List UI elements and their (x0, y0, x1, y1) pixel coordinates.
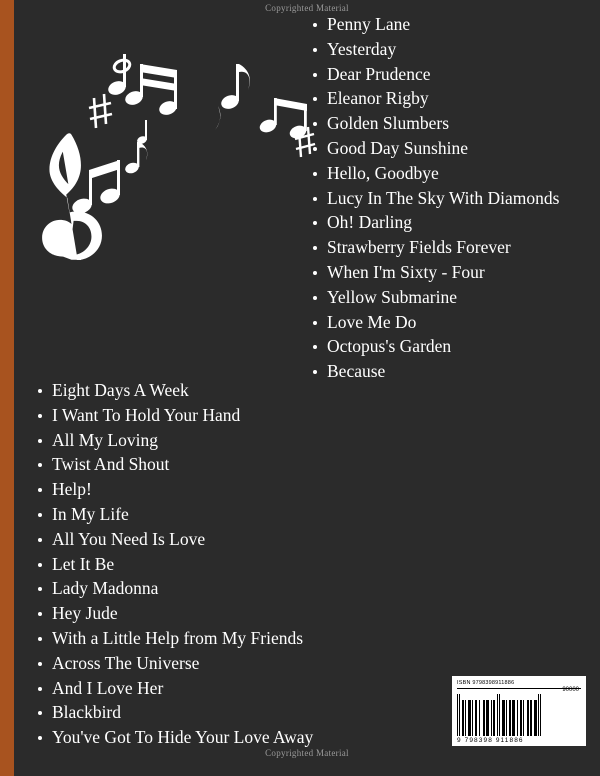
list-item: Let It Be (36, 552, 313, 577)
list-item: Yellow Submarine (311, 285, 559, 310)
list-item: Strawberry Fields Forever (311, 235, 559, 260)
list-item: Because (311, 359, 559, 384)
list-item: Across The Universe (36, 651, 313, 676)
list-item: Eleanor Rigby (311, 86, 559, 111)
isbn-label: ISBN 9798398911886 (457, 680, 581, 689)
price-code: 90000 (562, 687, 579, 693)
cover-surface (14, 0, 600, 776)
barcode-bars (457, 694, 581, 736)
list-item: Oh! Darling (311, 210, 559, 235)
song-list-left (36, 378, 313, 750)
list-item: Blackbird (36, 700, 313, 725)
list-item: Octopus's Garden (311, 334, 559, 359)
list-item: When I'm Sixty - Four (311, 260, 559, 285)
watermark-top: Copyrighted Material (265, 3, 349, 13)
list-item: Love Me Do (311, 310, 559, 335)
list-item: All My Loving (36, 428, 313, 453)
watermark-bottom: Copyrighted Material (265, 748, 349, 758)
list-item: Lucy In The Sky With Diamonds (311, 186, 559, 211)
list-item: Yesterday (311, 37, 559, 62)
list-item: Penny Lane (311, 12, 559, 37)
list-item: Help! (36, 477, 313, 502)
list-item: Twist And Shout (36, 452, 313, 477)
list-item: Lady Madonna (36, 576, 313, 601)
book-spine (0, 0, 14, 776)
list-item: Golden Slumbers (311, 111, 559, 136)
list-item: Hey Jude (36, 601, 313, 626)
music-notes-icon (22, 20, 322, 260)
list-item: Hello, Goodbye (311, 161, 559, 186)
list-item: You've Got To Hide Your Love Away (36, 725, 313, 750)
list-item: With a Little Help from My Friends (36, 626, 313, 651)
list-item: Eight Days A Week (36, 378, 313, 403)
list-item: Dear Prudence (311, 62, 559, 87)
list-item: And I Love Her (36, 676, 313, 701)
list-item: I Want To Hold Your Hand (36, 403, 313, 428)
list-item: In My Life (36, 502, 313, 527)
barcode-block (452, 676, 586, 746)
list-item: All You Need Is Love (36, 527, 313, 552)
list-item: Good Day Sunshine (311, 136, 559, 161)
song-list-right (311, 12, 559, 384)
barcode-number: 9 798398 911886 (457, 737, 524, 744)
